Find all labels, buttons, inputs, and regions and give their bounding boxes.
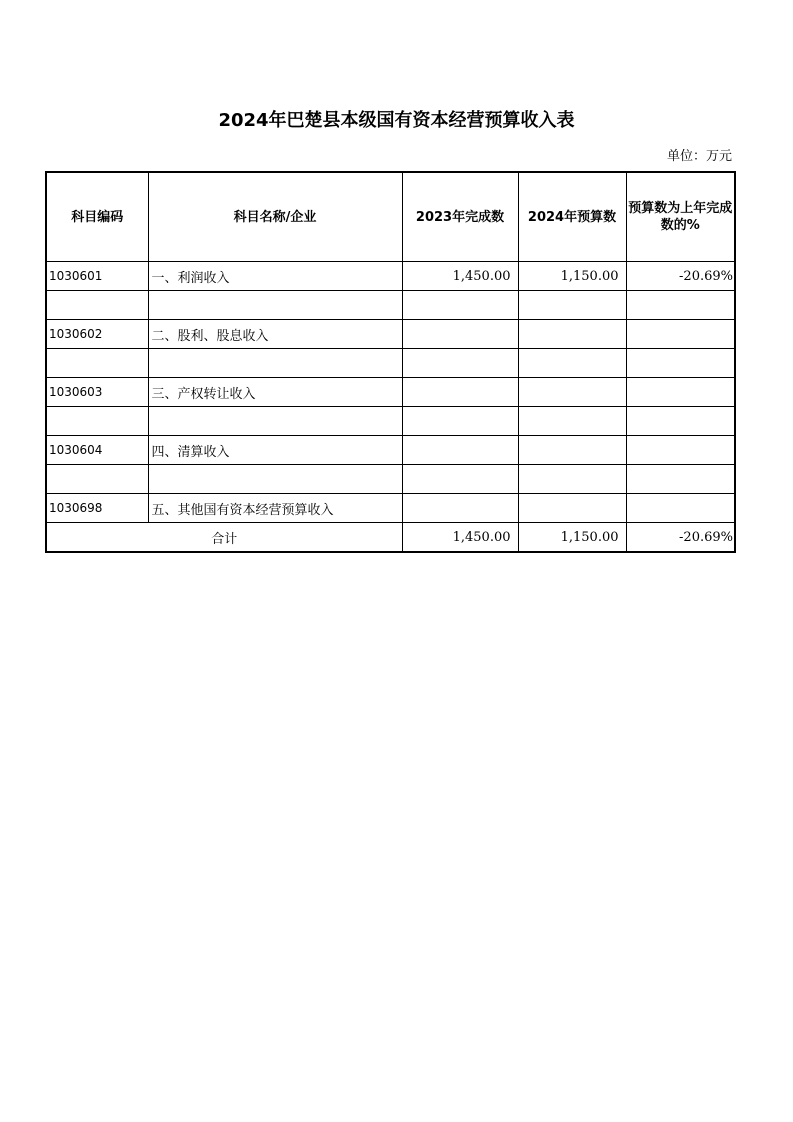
cell-name	[148, 407, 402, 436]
table-row	[46, 436, 735, 465]
cell-name: 四、清算收入	[148, 436, 402, 465]
cell-code: 1030601	[46, 262, 148, 291]
cell-budget-2024	[518, 494, 626, 523]
revenue-table	[45, 171, 736, 553]
cell-budget-2024	[518, 465, 626, 494]
cell-actual-2023	[402, 291, 518, 320]
cell-code	[46, 291, 148, 320]
header-name: 科目名称/企业	[148, 172, 402, 262]
table-row	[46, 407, 735, 436]
table-row	[46, 320, 735, 349]
header-pct: 预算数为上年完成数的%	[626, 172, 735, 262]
cell-budget-2024	[518, 436, 626, 465]
cell-actual-2023	[402, 494, 518, 523]
cell-code: 1030603	[46, 378, 148, 407]
cell-actual-2023	[402, 349, 518, 378]
cell-name: 五、其他国有资本经营预算收入	[148, 494, 402, 523]
cell-code	[46, 407, 148, 436]
header-budget-2024: 2024年预算数	[518, 172, 626, 262]
cell-pct	[626, 349, 735, 378]
table-row	[46, 349, 735, 378]
page-title: 2024年巴楚县本级国有资本经营预算收入表	[218, 110, 575, 131]
cell-code	[46, 465, 148, 494]
header-actual-2023: 2023年完成数	[402, 172, 518, 262]
cell-pct: -20.69%	[626, 262, 735, 291]
cell-name	[148, 465, 402, 494]
cell-code	[46, 349, 148, 378]
cell-budget-2024: 1,150.00	[518, 262, 626, 291]
cell-actual-2023	[402, 436, 518, 465]
header-code: 科目编码	[46, 172, 148, 262]
cell-actual-2023	[402, 465, 518, 494]
total-actual-2023: 1,450.00	[402, 523, 518, 553]
cell-name: 一、利润收入	[148, 262, 402, 291]
cell-name: 三、产权转让收入	[148, 378, 402, 407]
cell-budget-2024	[518, 407, 626, 436]
cell-name	[148, 349, 402, 378]
cell-code: 1030602	[46, 320, 148, 349]
cell-pct	[626, 291, 735, 320]
cell-budget-2024	[518, 320, 626, 349]
table-row	[46, 262, 735, 291]
cell-name: 二、股利、股息收入	[148, 320, 402, 349]
cell-pct	[626, 378, 735, 407]
total-budget-2024: 1,150.00	[518, 523, 626, 553]
cell-pct	[626, 436, 735, 465]
total-label: 合计	[46, 523, 402, 553]
cell-budget-2024	[518, 291, 626, 320]
cell-budget-2024	[518, 378, 626, 407]
cell-pct	[626, 407, 735, 436]
cell-budget-2024	[518, 349, 626, 378]
cell-actual-2023	[402, 320, 518, 349]
unit-label: 单位：万元	[666, 149, 732, 164]
total-pct: -20.69%	[626, 523, 735, 553]
cell-actual-2023	[402, 407, 518, 436]
cell-actual-2023: 1,450.00	[402, 262, 518, 291]
cell-code: 1030698	[46, 494, 148, 523]
cell-pct	[626, 320, 735, 349]
table-row	[46, 291, 735, 320]
cell-name	[148, 291, 402, 320]
table-header-row	[46, 172, 735, 262]
table-row	[46, 378, 735, 407]
cell-pct	[626, 494, 735, 523]
table-row	[46, 494, 735, 523]
total-row	[46, 523, 735, 553]
cell-pct	[626, 465, 735, 494]
table-row	[46, 465, 735, 494]
cell-code: 1030604	[46, 436, 148, 465]
cell-actual-2023	[402, 378, 518, 407]
